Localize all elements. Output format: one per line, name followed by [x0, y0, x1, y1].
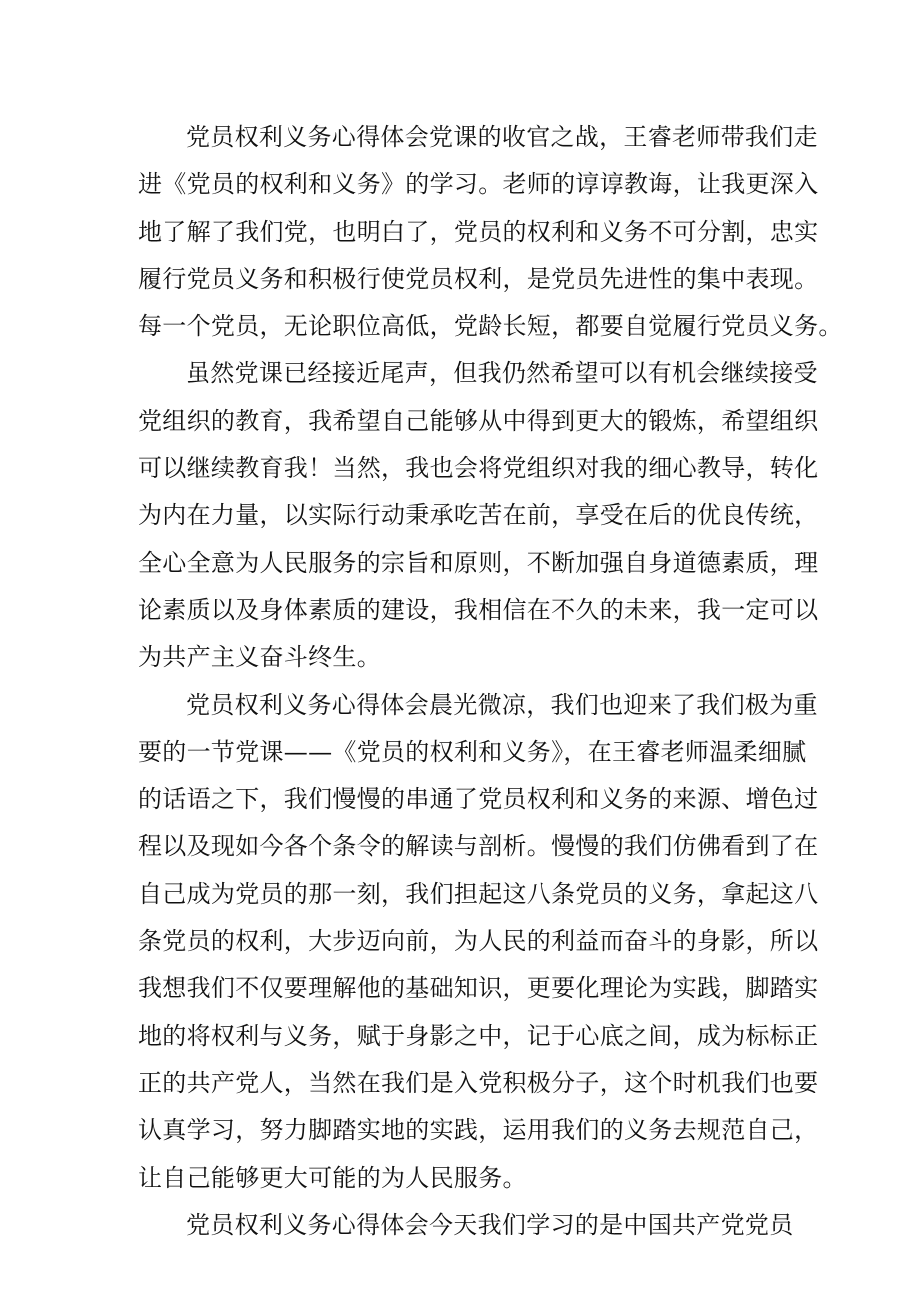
text-line: 每一个党员，无论职位高低，党龄长短，都要自觉履行党员义务。 — [138, 312, 843, 341]
text-line: 为内在力量，以实际行动秉承吃苦在前，享受在后的优良传统， — [138, 501, 819, 530]
text-line: 的话语之下，我们慢慢的串通了党员权利和义务的来源、增色过 — [138, 785, 819, 814]
paragraph-1 — [138, 114, 843, 350]
text-line: 可以继续教育我！当然，我也会将党组织对我的细心教导，转化 — [138, 454, 819, 483]
text-line: 进《党员的权利和义务》的学习。老师的谆谆教诲，让我更深入 — [138, 170, 819, 199]
document-body — [138, 114, 843, 1249]
text-line: 要的一节党课——《党员的权利和义务》，在王睿老师温柔细腻 — [138, 737, 807, 766]
text-line: 让自己能够更大可能的为人民服务。 — [138, 1163, 527, 1192]
text-line: 党员权利义务心得体会晨光微凉，我们也迎来了我们极为重 — [186, 690, 818, 719]
text-line: 党组织的教育，我希望自己能够从中得到更大的锻炼，希望组织 — [138, 406, 819, 435]
text-line: 条党员的权利，大步迈向前，为人民的利益而奋斗的身影，所以 — [138, 927, 819, 956]
paragraph-2 — [138, 350, 819, 681]
text-line: 正的共产党人，当然在我们是入党积极分子，这个时机我们也要 — [138, 1068, 819, 1097]
paragraph-4 — [138, 1202, 792, 1249]
text-line: 党员权利义务心得体会党课的收官之战，王睿老师带我们走 — [186, 123, 818, 151]
text-line: 程以及现如今各个条令的解读与剖析。慢慢的我们仿佛看到了在 — [138, 832, 819, 861]
text-line: 地的将权利与义务，赋于身影之中，记于心底之间，成为标标正 — [138, 1021, 819, 1050]
text-line: 履行党员义务和积极行使党员权利，是党员先进性的集中表现。 — [138, 264, 819, 293]
text-line: 认真学习，努力脚踏实地的实践，运用我们的义务去规范自己， — [138, 1116, 819, 1145]
text-line: 我想我们不仅要理解他的基础知识，更要化理论为实践，脚踏实 — [138, 974, 819, 1003]
text-line: 论素质以及身体素质的建设，我相信在不久的未来，我一定可以 — [138, 595, 819, 624]
text-line: 自己成为党员的那一刻，我们担起这八条党员的义务，拿起这八 — [138, 879, 819, 908]
text-line: 地了解了我们党，也明白了，党员的权利和义务不可分割，忠实 — [138, 217, 819, 246]
text-line: 党员权利义务心得体会今天我们学习的是中国共产党党员 — [186, 1210, 794, 1239]
text-line: 为共产主义奋斗终生。 — [138, 643, 381, 672]
text-line: 全心全意为人民服务的宗旨和原则，不断加强自身道德素质，理 — [138, 548, 819, 577]
text-line: 虽然党课已经接近尾声，但我仍然希望可以有机会继续接受 — [186, 359, 818, 388]
paragraph-3 — [138, 682, 819, 1202]
